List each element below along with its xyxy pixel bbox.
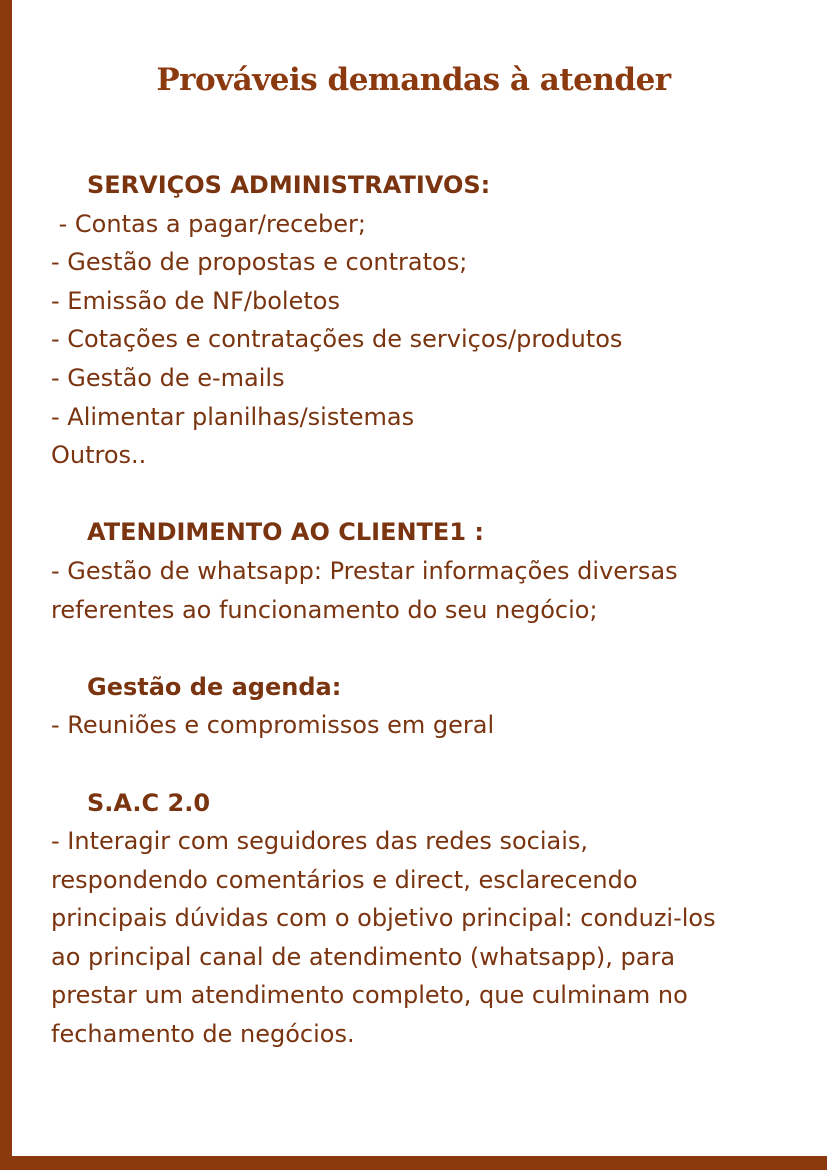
section-heading-customer-service: ATENDIMENTO AO CLIENTE1 : <box>87 518 484 547</box>
page-title: Prováveis demandas à atender <box>156 62 671 98</box>
document-body <box>51 166 791 1054</box>
list-item: - Gestão de e-mails <box>51 363 285 392</box>
list-item: respondendo comentários e direct, esclarecendo <box>51 865 638 894</box>
section-spacer <box>51 745 791 784</box>
list-item: - Interagir com seguidores das redes sociais, <box>51 827 589 856</box>
list-item: prestar um atendimento completo, que culminam no <box>51 981 688 1010</box>
list-item: - Reuniões e compromissos em geral <box>51 711 495 740</box>
list-item: - Emissão de NF/boletos <box>51 286 340 315</box>
list-item: referentes ao funcionamento do seu negócio; <box>51 595 598 624</box>
section-heading-administrative: SERVIÇOS ADMINISTRATIVOS: <box>87 171 491 199</box>
section-heading-agenda: Gestão de agenda: <box>87 672 342 701</box>
list-item: - Gestão de propostas e contratos; <box>51 248 468 277</box>
section-spacer <box>51 475 791 514</box>
list-item: ao principal canal de atendimento (whatsapp), para <box>51 942 676 971</box>
section-heading-sac: S.A.C 2.0 <box>87 788 211 817</box>
list-item: - Cotações e contratações de serviços/produtos <box>51 325 623 354</box>
section-spacer <box>51 629 791 668</box>
list-item: fechamento de negócios. <box>51 1020 355 1049</box>
list-item: Outros.. <box>51 441 147 470</box>
bottom-border <box>0 1156 827 1170</box>
list-item: - Contas a pagar/receber; <box>51 209 367 238</box>
list-item: - Alimentar planilhas/sistemas <box>51 402 415 431</box>
list-item: principais dúvidas com o objetivo principal: conduzi-los <box>51 904 716 933</box>
list-item: - Gestão de whatsapp: Prestar informações diversas <box>51 556 678 585</box>
left-border <box>0 0 12 1170</box>
